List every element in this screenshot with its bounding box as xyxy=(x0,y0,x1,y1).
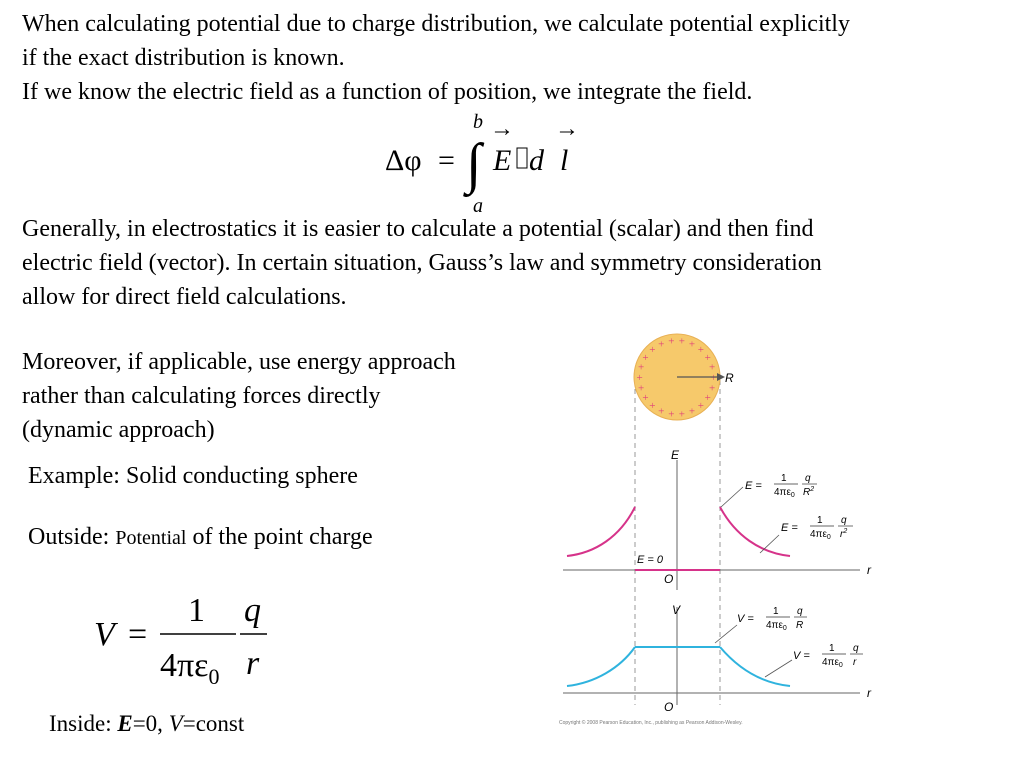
outside-text xyxy=(28,520,373,555)
svg-text:4πε0: $4\pi\varepsilon_0$ xyxy=(766,620,787,632)
inside-text xyxy=(49,707,244,741)
svg-text:r2: $r^2$ xyxy=(840,528,848,540)
energy-line-3: (dynamic approach) xyxy=(22,417,215,443)
svg-text:1: 1 xyxy=(829,643,835,654)
radius-label: R xyxy=(725,371,734,385)
charge-plus-icon: + xyxy=(697,344,704,356)
pot-num-2: q xyxy=(244,592,261,629)
svg-text:q: q xyxy=(841,515,847,526)
e-surface-formula xyxy=(745,473,817,499)
svg-text:1: 1 xyxy=(817,515,823,526)
outside-suffix: of the point charge xyxy=(186,524,373,550)
intro-paragraph xyxy=(22,7,850,109)
charge-plus-icon: + xyxy=(658,338,665,351)
svg-text:q: q xyxy=(853,643,859,654)
charge-plus-icon: + xyxy=(709,361,716,374)
pot-num-1: 1 xyxy=(188,592,205,629)
e-axis-label: E xyxy=(671,448,680,462)
v-curve-left xyxy=(567,647,635,686)
electrostatics-line-2: electric field (vector). In certain situation, Gauss’s law and symmetry consideration xyxy=(22,250,822,276)
charge-plus-icon: + xyxy=(710,372,717,384)
charge-plus-icon: + xyxy=(649,344,656,356)
eq-field-arrow: → xyxy=(490,116,514,142)
inside-prefix: Inside: xyxy=(49,711,118,736)
eq-length-arrow: → xyxy=(555,116,579,142)
intro-line-2: if the exact distribution is known. xyxy=(22,45,345,71)
potential-equation xyxy=(90,588,290,693)
svg-text:V =: V = xyxy=(793,650,810,662)
outside-prefix: Outside: xyxy=(28,524,116,550)
inside-field-symbol: E xyxy=(117,711,133,736)
v-inside-formula xyxy=(737,606,807,632)
svg-text:V =: V = xyxy=(737,613,754,625)
svg-text:q: q xyxy=(797,606,803,617)
charge-plus-icon: + xyxy=(668,335,675,348)
charge-plus-icon: + xyxy=(697,400,704,412)
eq-upper-limit: b xyxy=(473,111,483,133)
e-curve-right xyxy=(720,507,790,556)
e-r-axis-label: r xyxy=(867,563,871,577)
pot-den-1: $4\pi\varepsilon_0$ xyxy=(160,647,220,689)
outside-small: Potential xyxy=(115,527,187,549)
e-zero-label: E = 0 xyxy=(637,554,663,566)
pot-lhs: V xyxy=(94,616,115,653)
inside-potential-value: =const xyxy=(182,711,245,736)
e-outside-formula xyxy=(781,515,853,541)
e-surface-pointer xyxy=(721,487,743,507)
charge-plus-icon: + xyxy=(704,392,711,404)
charge-plus-icon: + xyxy=(709,382,716,395)
svg-text:4πε0: $4\pi\varepsilon_0$ xyxy=(810,529,831,541)
eq-integral-sign: ∫ xyxy=(466,133,482,195)
energy-line-1: Moreover, if applicable, use energy approach xyxy=(22,349,456,375)
eq-delta-phi: Δφ xyxy=(385,144,422,177)
svg-text:q: q xyxy=(805,473,811,484)
svg-text:R2: $R^2$ xyxy=(803,486,815,498)
charge-plus-icon: + xyxy=(678,335,686,348)
charge-plus-icon: + xyxy=(688,338,696,351)
svg-text:1: 1 xyxy=(773,606,779,617)
charge-plus-icon: + xyxy=(649,400,656,412)
charge-plus-icon: + xyxy=(638,382,645,395)
energy-paragraph xyxy=(22,345,456,447)
charge-plus-icon: + xyxy=(636,372,643,384)
energy-line-2: rather than calculating forces directly xyxy=(22,383,381,409)
v-curve-right xyxy=(720,647,790,686)
charge-plus-icon: + xyxy=(678,408,686,421)
integral-equation xyxy=(380,108,600,216)
charge-plus-icon: + xyxy=(668,408,675,421)
svg-text:E =: E = xyxy=(781,522,798,534)
eq-equals: = xyxy=(438,144,455,177)
charge-plus-icon: + xyxy=(642,352,649,364)
eq-dot-placeholder xyxy=(517,148,527,168)
svg-text:1: 1 xyxy=(781,473,787,484)
charge-plus-icon: + xyxy=(658,405,665,418)
e-origin-label: O xyxy=(664,572,674,586)
eq-d: d xyxy=(529,144,544,177)
electrostatics-line-1: Generally, in electrostatics it is easier to calculate a potential (scalar) and then find xyxy=(22,216,814,242)
example-heading: Example: Solid conducting sphere xyxy=(28,463,358,489)
intro-line-1: When calculating potential due to charge distribution, we calculate potential explicitly xyxy=(22,11,850,37)
svg-text:E =: E = xyxy=(745,480,762,492)
eq-field: E xyxy=(493,144,512,177)
charge-plus-icon: + xyxy=(688,405,696,418)
v-outside-pointer xyxy=(765,660,792,677)
svg-text:r: r xyxy=(853,657,857,668)
electrostatics-line-3: allow for direct field calculations. xyxy=(22,284,347,310)
electrostatics-paragraph xyxy=(22,212,822,314)
e-outside-pointer xyxy=(760,535,779,553)
inside-field-value: =0, xyxy=(132,711,169,736)
eq-l: l xyxy=(560,144,569,177)
svg-text:4πε0: $4\pi\varepsilon_0$ xyxy=(774,487,795,499)
pot-equals: = xyxy=(128,616,148,653)
inside-potential-symbol: V xyxy=(168,711,183,736)
v-axis-label: V xyxy=(672,603,681,617)
v-inside-pointer xyxy=(715,625,737,643)
svg-text:4πε0: $4\pi\varepsilon_0$ xyxy=(822,657,843,669)
e-curve-left xyxy=(567,507,635,556)
sphere-figure xyxy=(555,325,875,730)
v-r-axis-label: r xyxy=(867,686,871,700)
svg-text:R: R xyxy=(796,620,804,631)
eq-lower-limit: a xyxy=(473,195,483,216)
charge-plus-icon: + xyxy=(704,352,711,364)
intro-line-3: If we know the electric field as a function of position, we integrate the field. xyxy=(22,79,753,105)
figure-copyright: Copyright © 2008 Pearson Education, Inc., publishing as Pearson Addison-Wesley. xyxy=(559,720,743,726)
pot-den-2: r xyxy=(246,645,260,682)
radius-arrowhead xyxy=(717,373,725,381)
v-origin-label: O xyxy=(664,700,674,714)
v-outside-formula xyxy=(793,643,863,669)
charge-plus-icon: + xyxy=(642,392,649,404)
charge-plus-icon: + xyxy=(638,361,645,374)
